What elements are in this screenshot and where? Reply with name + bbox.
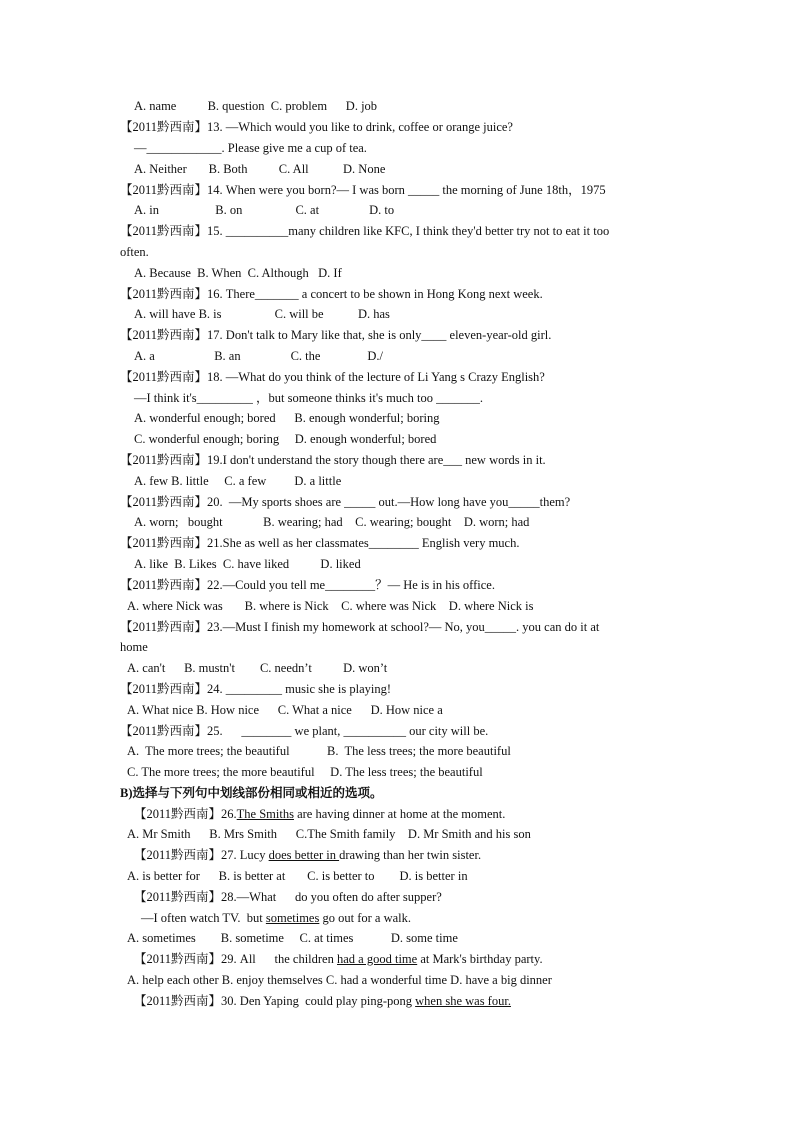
text-line xyxy=(127,930,458,946)
text-line xyxy=(141,910,411,926)
text-line xyxy=(120,535,519,551)
text-segment: 【2011黔西南】25. ________ we plant, __________ our city will be. xyxy=(120,724,489,738)
text-segment: 【2011黔西南】26. xyxy=(134,807,237,821)
text-segment: A. worn; bought B. wearing; had C. wearing; bought D. worn; had xyxy=(134,515,530,529)
text-line xyxy=(134,390,483,406)
text-line xyxy=(127,868,468,884)
text-line xyxy=(134,806,505,822)
text-segment: A. Neither B. Both C. All D. None xyxy=(134,162,386,176)
text-line xyxy=(127,743,511,759)
text-line xyxy=(120,785,383,801)
text-line xyxy=(120,619,599,635)
text-segment: A. help each other B. enjoy themselves C. had a wonderful time D. have a big dinner xyxy=(127,973,552,987)
text-segment: A. sometimes B. sometime C. at times D. some time xyxy=(127,931,458,945)
text-segment: A. name B. question C. problem D. job xyxy=(134,99,378,113)
text-line xyxy=(120,494,570,510)
text-segment: A. can't B. mustn't C. needn’t D. won’t xyxy=(127,661,388,675)
text-segment: often. xyxy=(120,245,149,259)
text-segment: A. will have B. is C. will be D. has xyxy=(134,307,390,321)
text-line xyxy=(127,598,534,614)
text-segment: A. where Nick was B. where is Nick C. where was Nick D. where Nick is xyxy=(127,599,534,613)
text-line xyxy=(134,993,511,1009)
text-line xyxy=(120,119,513,135)
text-segment: A. like B. Likes C. have liked D. liked xyxy=(134,557,361,571)
text-segment: 【2011黔西南】18. —What do you think of the lecture of Li Yang s Crazy English? xyxy=(120,370,545,384)
text-line xyxy=(134,265,342,281)
text-line xyxy=(134,431,436,447)
underlined-phrase: The Smiths xyxy=(236,807,294,821)
text-line xyxy=(120,681,391,697)
text-line xyxy=(120,244,149,260)
text-line xyxy=(134,889,442,905)
text-segment: —____________. Please give me a cup of tea. xyxy=(134,141,367,155)
text-segment: 【2011黔西南】27. Lucy xyxy=(134,848,269,862)
text-line xyxy=(120,452,546,468)
text-segment: at Mark's birthday party. xyxy=(417,952,543,966)
text-line xyxy=(134,98,377,114)
text-line xyxy=(134,514,529,530)
text-line xyxy=(120,639,148,655)
text-segment: 【2011黔西南】20. —My sports shoes are _____ out.—How long have you_____them? xyxy=(120,495,571,509)
text-line xyxy=(127,972,552,988)
text-line xyxy=(134,348,383,364)
text-segment: are having dinner at home at the moment. xyxy=(293,807,506,821)
text-line xyxy=(134,202,394,218)
text-segment: go out for a walk. xyxy=(319,911,411,925)
underlined-phrase: does better in xyxy=(268,848,340,862)
text-segment: 【2011黔西南】19.I don't understand the story though there are___ new words in it. xyxy=(120,453,546,467)
text-line xyxy=(134,473,341,489)
text-segment: 【2011黔西南】14. When were you born?— I was born _____ the morning of June 18th，1975 xyxy=(120,183,606,197)
text-segment: A. in B. on C. at D. to xyxy=(134,203,395,217)
text-line xyxy=(120,286,543,302)
text-segment: drawing than her twin sister. xyxy=(339,848,482,862)
text-segment: A. few B. little C. a few D. a little xyxy=(134,474,342,488)
text-line xyxy=(134,951,543,967)
text-line xyxy=(134,140,367,156)
text-line xyxy=(127,826,531,842)
underlined-phrase: sometimes xyxy=(265,911,320,925)
text-segment: 【2011黔西南】23.—Must I finish my homework at school?— No, you_____. you can do it at xyxy=(120,620,600,634)
text-segment: C. The more trees; the more beautiful D. The less trees; the beautiful xyxy=(127,765,483,779)
text-line xyxy=(120,182,606,198)
underlined-phrase: had a good time xyxy=(337,952,418,966)
text-line xyxy=(127,764,483,780)
text-line xyxy=(134,847,481,863)
text-segment: B)选择与下列句中划线部份相同或相近的选项。 xyxy=(120,786,383,800)
text-segment: 【2011黔西南】21.She as well as her classmates________ English very much. xyxy=(120,536,520,550)
text-segment: A. a B. an C. the D./ xyxy=(134,349,383,363)
text-segment: 【2011黔西南】17. Don't talk to Mary like that, she is only____ eleven-year-old girl. xyxy=(120,328,552,342)
text-line xyxy=(120,577,495,593)
text-line xyxy=(134,161,385,177)
text-line xyxy=(127,660,387,676)
underlined-phrase: when she was four. xyxy=(415,994,511,1008)
text-line xyxy=(134,556,361,572)
text-segment: A. is better for B. is better at C. is better to D. is better in xyxy=(127,869,468,883)
text-segment: —I think it's_________ ，but someone thinks it's much too _______. xyxy=(134,391,483,405)
text-segment: A. Mr Smith B. Mrs Smith C.The Smith family D. Mr Smith and his son xyxy=(127,827,531,841)
text-segment: 【2011黔西南】30. Den Yaping could play ping-pong xyxy=(134,994,416,1008)
text-segment: 【2011黔西南】22.—Could you tell me________？— He is in his office. xyxy=(120,578,495,592)
text-segment: A. wonderful enough; bored B. enough wonderful; boring xyxy=(134,411,440,425)
text-line xyxy=(127,702,443,718)
text-segment: A. What nice B. How nice C. What a nice D. How nice a xyxy=(127,703,443,717)
text-line xyxy=(120,723,488,739)
text-segment: 【2011黔西南】13. —Which would you like to drink, coffee or orange juice? xyxy=(120,120,513,134)
text-segment: 【2011黔西南】24. _________ music she is playing! xyxy=(120,682,392,696)
text-segment: A. The more trees; the beautiful B. The less trees; the more beautiful xyxy=(127,744,511,758)
text-segment: C. wonderful enough; boring D. enough wonderful; bored xyxy=(134,432,437,446)
text-segment: —I often watch TV. but xyxy=(141,911,266,925)
text-segment: home xyxy=(120,640,148,654)
text-line xyxy=(134,410,440,426)
text-segment: 【2011黔西南】16. There_______ a concert to be shown in Hong Kong next week. xyxy=(120,287,543,301)
text-segment: 【2011黔西南】15. __________many children like KFC, I think they'd better try not to eat it too xyxy=(120,224,610,238)
text-segment: 【2011黔西南】28.—What do you often do after supper? xyxy=(134,890,442,904)
text-line xyxy=(120,223,609,239)
text-segment: 【2011黔西南】29. All the children xyxy=(134,952,337,966)
text-line xyxy=(134,306,390,322)
text-segment: A. Because B. When C. Although D. If xyxy=(134,266,342,280)
text-line xyxy=(120,369,545,385)
text-line xyxy=(120,327,551,343)
